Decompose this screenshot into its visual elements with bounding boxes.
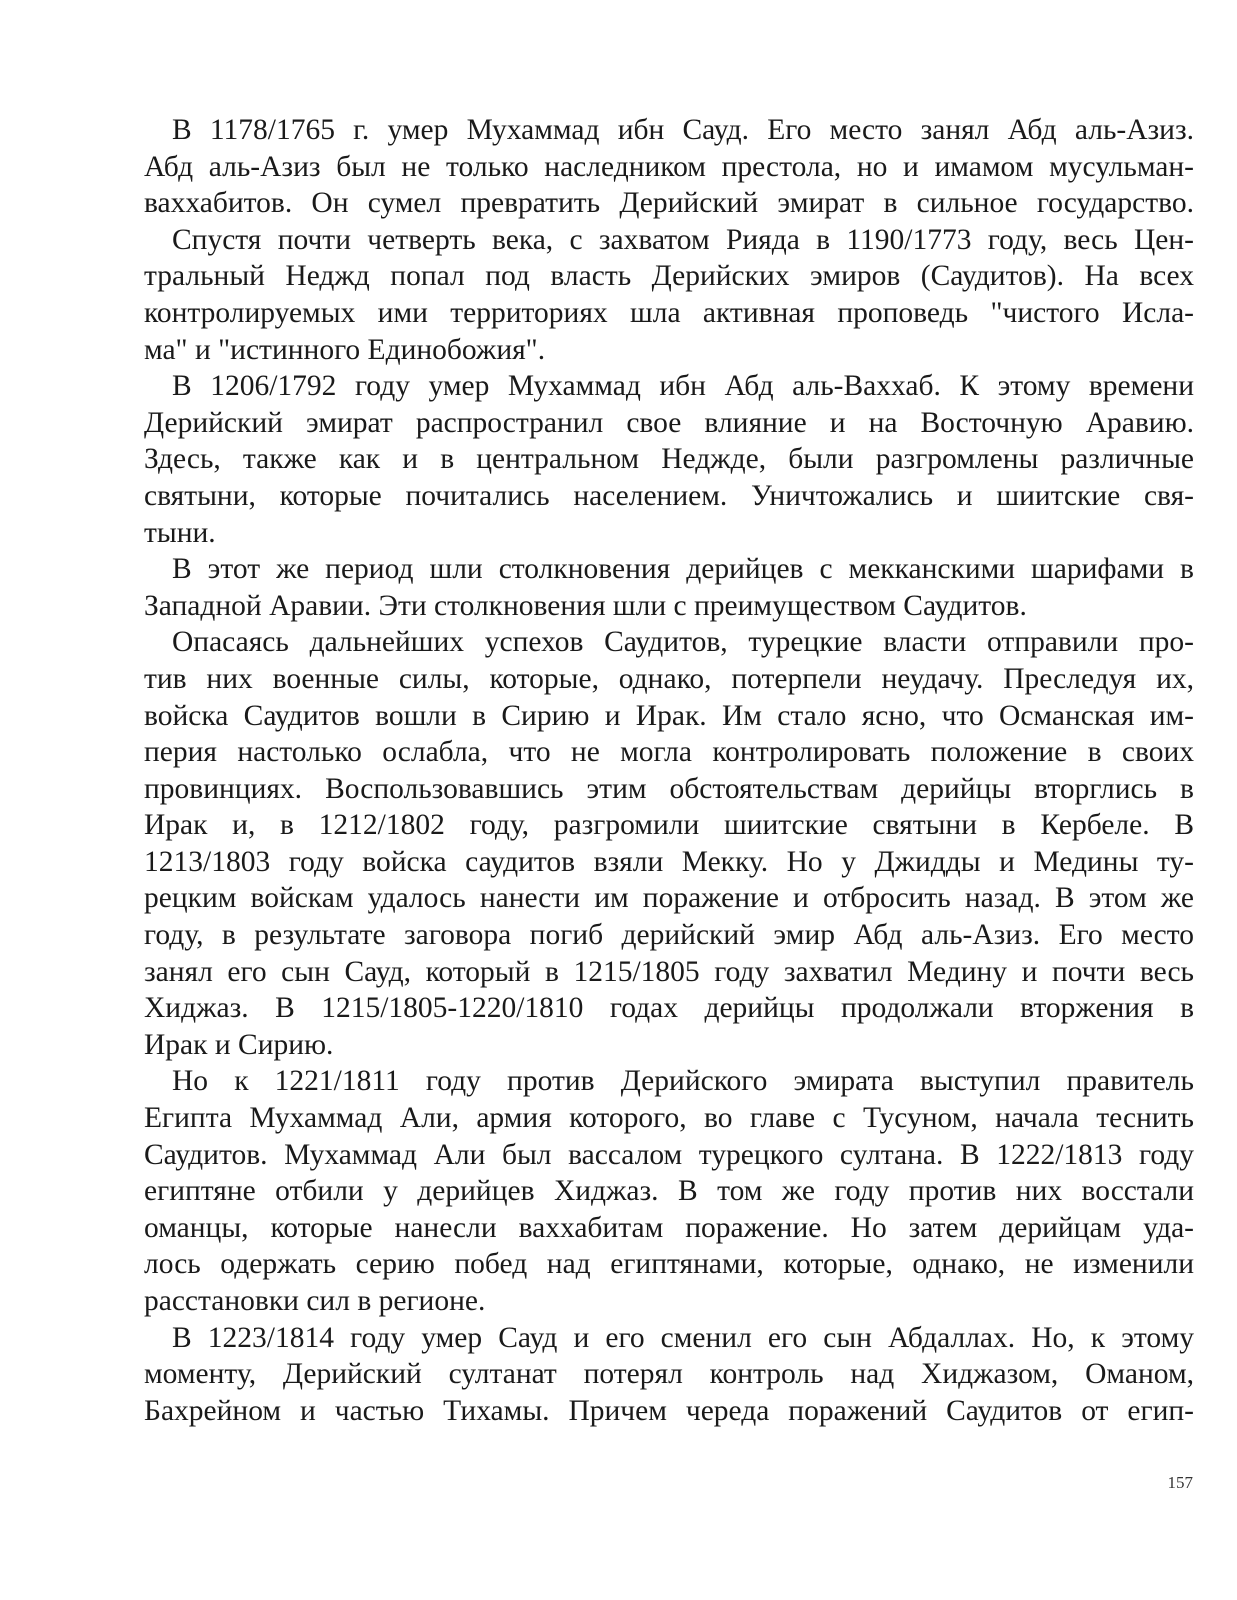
text-line: В этот же период шли столкновения дерийцев с мекканскими шарифами в bbox=[172, 553, 1194, 586]
text-line: В 1223/1814 году умер Сауд и его сменил его сын Абдаллах. Но, к этому bbox=[172, 1321, 1194, 1354]
text-line: рецким войскам удалось нанести им поражение и отбросить назад. В этом же bbox=[144, 882, 1194, 915]
text-line: Хиджаз. В 1215/1805-1220/1810 годах дерийцы продолжали вторжения в bbox=[144, 992, 1194, 1025]
text-line: Абд аль-Азиз был не только наследником престола, но и имамом мусульман- bbox=[144, 150, 1194, 183]
text-line: Западной Аравии. Эти столкновения шли с преимуществом Саудитов. bbox=[144, 589, 1027, 622]
text-line: Ирак и, в 1212/1802 году, разгромили шиитские святыни в Кербеле. В bbox=[144, 809, 1194, 842]
text-line: оманцы, которые нанесли ваххабитам поражение. Но затем дерийцам уда- bbox=[144, 1211, 1194, 1244]
text-line: ваххабитов. Он сумел превратить Дерийский эмират в сильное государство. bbox=[144, 187, 1194, 220]
text-line: В 1178/1765 г. умер Мухаммад ибн Сауд. Его место занял Абд аль-Азиз. bbox=[172, 114, 1194, 146]
paragraph bbox=[144, 624, 1194, 1063]
paragraph bbox=[144, 551, 1194, 624]
text-line: Здесь, также как и в центральном Неджде, были разгромлены различные bbox=[144, 443, 1194, 476]
text-line: ма" и "истинного Единобожия". bbox=[144, 333, 546, 366]
text-line: Египта Мухаммад Али, армия которого, во главе с Тусуном, начала теснить bbox=[144, 1102, 1194, 1135]
text-line: лось одержать серию побед над египтянами, которые, однако, не изменили bbox=[144, 1248, 1194, 1281]
text-line: В 1206/1792 году умер Мухаммад ибн Абд аль-Ваххаб. К этому времени bbox=[172, 370, 1194, 403]
text-line: моменту, Дерийский султанат потерял контроль над Хиджазом, Оманом, bbox=[144, 1358, 1194, 1391]
text-line: египтяне отбили у дерийцев Хиджаз. В том же году против них восстали bbox=[144, 1175, 1194, 1208]
text-line: тив них военные силы, которые, однако, потерпели неудачу. Преследуя их, bbox=[144, 662, 1194, 695]
text-line: провинциях. Воспользовавшись этим обстоятельствам дерийцы вторглись в bbox=[144, 772, 1194, 805]
text-line: перия настолько ослабла, что не могла контролировать положение в своих bbox=[144, 736, 1194, 769]
text-line: контролируемых ими территориях шла активная проповедь "чистого Исла- bbox=[144, 296, 1194, 329]
text-line: Но к 1221/1811 году против Дерийского эмирата выступил правитель bbox=[172, 1065, 1194, 1098]
text-line: 1213/1803 году войска саудитов взяли Мекку. Но у Джидды и Медины ту- bbox=[144, 845, 1194, 878]
text-line: тыни. bbox=[144, 516, 216, 549]
text-body bbox=[144, 112, 1194, 1429]
text-line: святыни, которые почитались населением. Уничтожались и шиитские свя- bbox=[144, 479, 1194, 512]
text-line: Спустя почти четверть века, с захватом Рияда в 1190/1773 году, весь Цен- bbox=[172, 223, 1194, 256]
page-number: 157 bbox=[1167, 1473, 1193, 1492]
text-line: расстановки сил в регионе. bbox=[144, 1285, 486, 1317]
text-line: Саудитов. Мухаммад Али был вассалом турецкого султана. В 1222/1813 году bbox=[144, 1138, 1194, 1171]
text-line: Ирак и Сирию. bbox=[144, 1028, 334, 1061]
paragraph bbox=[144, 112, 1194, 222]
text-line: Бахрейном и частью Тихамы. Причем череда поражений Саудитов от егип- bbox=[144, 1394, 1194, 1427]
text-line: занял его сын Сауд, который в 1215/1805 году захватил Медину и почти весь bbox=[144, 955, 1194, 988]
paragraph bbox=[144, 222, 1194, 368]
text-line: тральный Неджд попал под власть Дерийских эмиров (Саудитов). На всех bbox=[144, 260, 1194, 293]
text-line: Опасаясь дальнейших успехов Саудитов, турецкие власти отправили про- bbox=[172, 626, 1194, 659]
text-line: году, в результате заговора погиб дерийский эмир Абд аль-Азиз. Его место bbox=[144, 919, 1194, 952]
text-line: Дерийский эмират распространил свое влияние и на Восточную Аравию. bbox=[144, 406, 1194, 439]
paragraph bbox=[144, 1063, 1194, 1319]
paragraph bbox=[144, 368, 1194, 551]
text-line: войска Саудитов вошли в Сирию и Ирак. Им стало ясно, что Османская им- bbox=[144, 699, 1194, 732]
paragraph bbox=[144, 1320, 1194, 1430]
